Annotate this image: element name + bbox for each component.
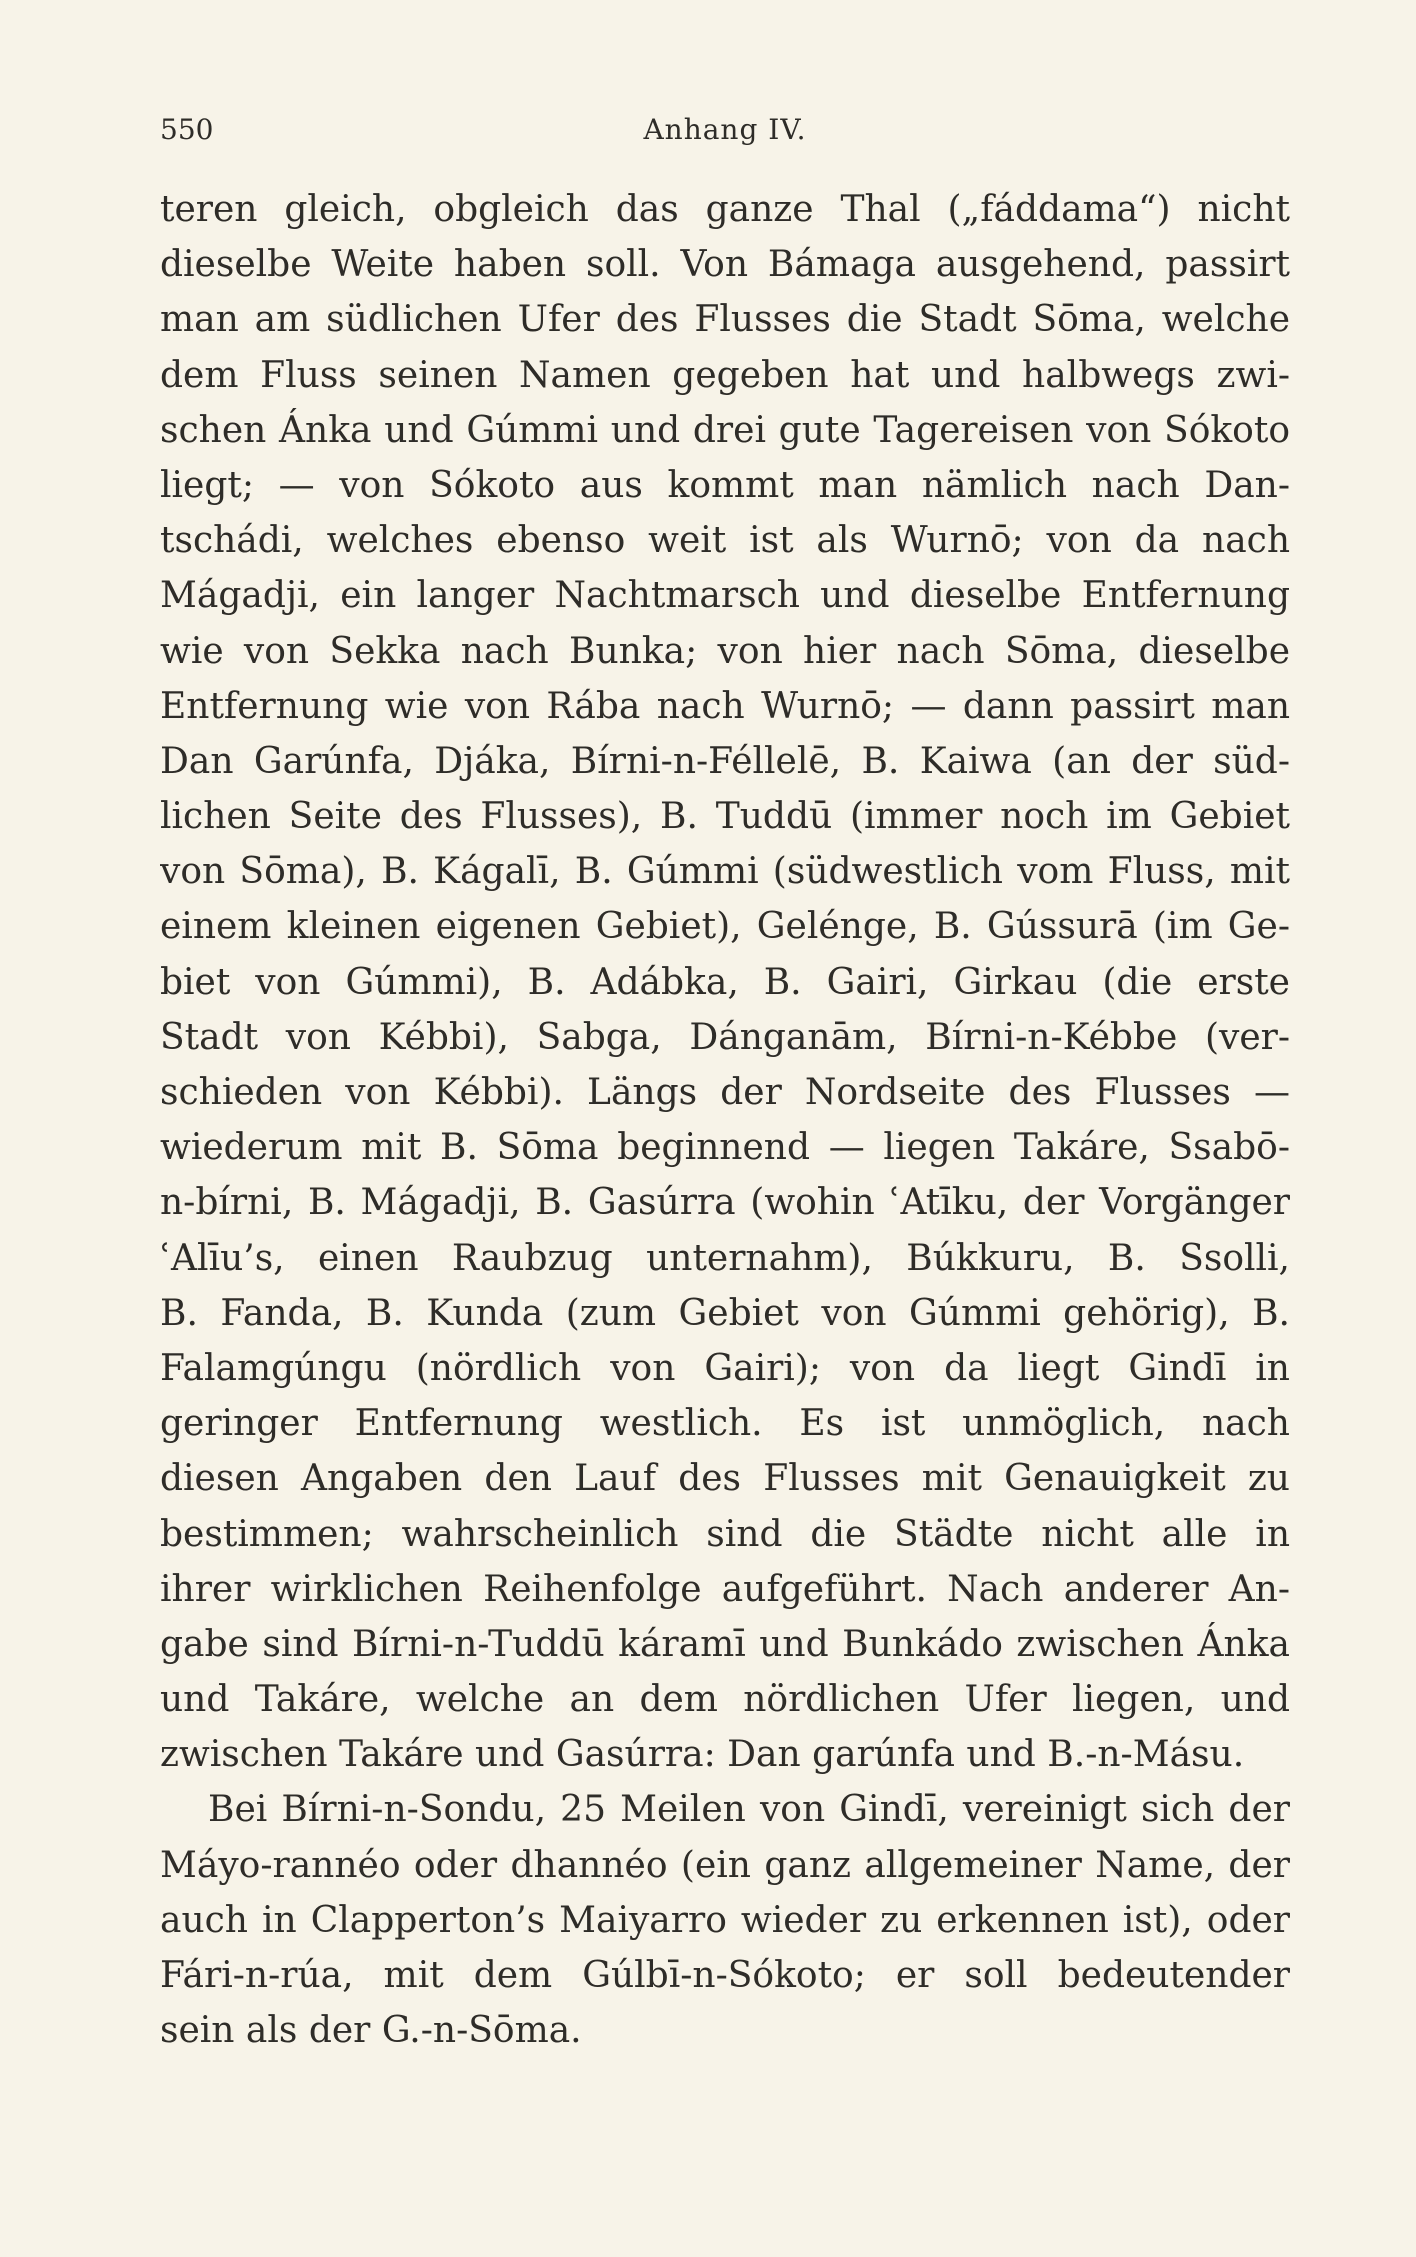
text-line: wiederum mit B. Sōma beginnend — liegen Takáre, Ssabō- — [160, 1127, 1290, 1169]
text-line: von Sōma), B. Kágalī, B. Gúmmi (südwestlich vom Fluss, mit — [160, 851, 1290, 893]
text-line: Máyo-rannéo oder dhannéo (ein ganz allgemeiner Name, der — [160, 1844, 1290, 1886]
text-line: auch in Clapperton’s Maiyarro wieder zu erkennen ist), oder — [160, 1899, 1290, 1941]
text-line: gabe sind Bírni-n-Tuddū káramī und Bunkádo zwischen Ánka — [160, 1623, 1290, 1665]
body-text — [160, 182, 1290, 2058]
text-line: schieden von Kébbi). Längs der Nordseite des Flusses — — [160, 1072, 1290, 1113]
page-number: 550 — [160, 113, 214, 146]
text-line: Falamgúngu (nördlich von Gairi); von da liegt Gindī in — [160, 1347, 1290, 1389]
text-line: sein als der G.-n-Sōma. — [160, 2010, 582, 2052]
text-line: Mágadji, ein langer Nachtmarsch und dieselbe Entfernung — [160, 575, 1290, 617]
text-line: und Takáre, welche an dem nördlichen Ufer liegen, und — [160, 1679, 1290, 1721]
text-line: diesen Angaben den Lauf des Flusses mit Genauigkeit zu — [160, 1458, 1290, 1500]
text-line: Stadt von Kébbi), Sabga, Dánganām, Bírni-n-Kébbe (ver- — [160, 1016, 1290, 1058]
text-line: Dan Garúnfa, Djáka, Bírni-n-Féllelē, B. Kaiwa (an der süd- — [160, 740, 1290, 782]
text-line: n-bírni, B. Mágadji, B. Gasúrra (wohin ʿAtīku, der Vorgänger — [160, 1182, 1290, 1224]
text-line: zwischen Takáre und Gasúrra: Dan garúnfa und B.-n-Másu. — [160, 1734, 1245, 1776]
text-line: dem Fluss seinen Namen gegeben hat und halbwegs zwi- — [160, 354, 1290, 396]
text-line: Fári-n-rúa, mit dem Gúlbī-n-Sókoto; er soll bedeutender — [160, 1955, 1290, 1996]
text-line: bestimmen; wahrscheinlich sind die Städte nicht alle in — [160, 1513, 1290, 1555]
text-line: einem kleinen eigenen Gebiet), Gelénge, B. Gússurā (im Ge- — [160, 906, 1290, 948]
text-line: ihrer wirklichen Reihenfolge aufgeführt. Nach anderer An- — [160, 1568, 1290, 1610]
paragraph-1 — [160, 182, 1290, 1782]
text-line: liegt; — von Sókoto aus kommt man nämlich nach Dan- — [160, 464, 1290, 506]
text-line: biet von Gúmmi), B. Adábka, B. Gairi, Girkau (die erste — [160, 961, 1290, 1003]
text-line: wie von Sekka nach Bunka; von hier nach Sōma, dieselbe — [160, 630, 1290, 672]
text-line: dieselbe Weite haben soll. Von Bámaga ausgehend, passirt — [160, 244, 1290, 286]
text-line: man am südlichen Ufer des Flusses die Stadt Sōma, welche — [160, 299, 1290, 341]
text-line: B. Fanda, B. Kunda (zum Gebiet von Gúmmi gehörig), B. — [160, 1292, 1290, 1334]
page-header — [160, 113, 1290, 153]
text-line: lichen Seite des Flusses), B. Tuddū (immer noch im Gebiet — [160, 796, 1290, 838]
text-line: teren gleich, obgleich das ganze Thal („fáddama“) nicht — [160, 189, 1290, 230]
text-line: tschádi, welches ebenso weit ist als Wurnō; von da nach — [160, 520, 1290, 562]
running-head: Anhang IV. — [643, 113, 807, 146]
text-line: Entfernung wie von Rába nach Wurnō; — dann passirt man — [160, 685, 1290, 727]
text-line: Bei Bírni-n-Sondu, 25 Meilen von Gindī, vereinigt sich der — [208, 1789, 1290, 1831]
text-line: geringer Entfernung westlich. Es ist unmöglich, nach — [160, 1403, 1290, 1445]
text-line: schen Ánka und Gúmmi und drei gute Tagereisen von Sókoto — [160, 409, 1290, 451]
text-line: ʿAlīu’s, einen Raubzug unternahm), Búkkuru, B. Ssolli, — [160, 1237, 1290, 1279]
paragraph-2 — [160, 1782, 1290, 2058]
